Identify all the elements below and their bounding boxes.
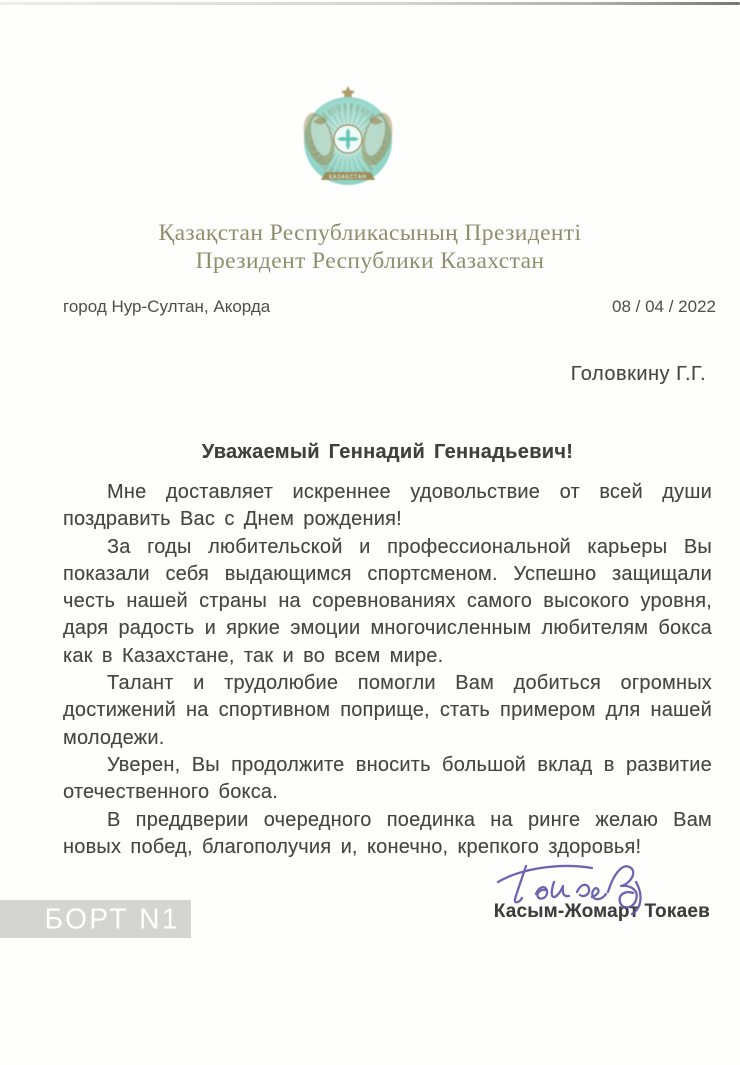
signer-name: Касым-Жомарт Токаев bbox=[493, 901, 710, 922]
addressee-line: Головкину Г.Г. bbox=[570, 363, 706, 385]
date-line: 08 / 04 / 2022 bbox=[612, 297, 716, 316]
body-paragraph: Талант и трудолюбие помогли Вам добиться огромных достижений на спортивном поприще, стать примером для нашей молодежи. bbox=[63, 672, 712, 749]
page-top-edge-line bbox=[0, 2, 740, 5]
body-paragraph: Мне доставляет искреннее удовольствие от всей души поздравить Вас с Днем рождения! bbox=[63, 481, 712, 531]
letterhead-title-kazakh: Қазақстан Республикасының Президенті bbox=[158, 220, 582, 246]
emblem-banner-text: ҚАЗАҚСТАН bbox=[329, 174, 367, 181]
body-paragraph: В преддверии очередного поединка на ринге желаю Вам новых побед, благополучия и, конечно, крепкого здоровья! bbox=[63, 808, 712, 858]
body-paragraph: Уверен, Вы продолжите вносить большой вклад в развитие отечественного бокса. bbox=[63, 753, 712, 804]
body-paragraph: За годы любительской и профессиональной карьеры Вы показали себя выдающимся спортсменом. Успешно защищали честь нашей страны на соревнованиях самого высокого уровня, даря радость и яркие эмоции многочисленным любителям бокса как в Казахстане, так и во всем мире. bbox=[63, 535, 712, 667]
letterhead-title bbox=[0, 219, 740, 275]
letter-body bbox=[63, 479, 712, 861]
watermark-badge bbox=[0, 900, 191, 938]
meta-row bbox=[63, 297, 716, 317]
kazakhstan-coat-of-arms-icon bbox=[297, 84, 399, 190]
watermark-label: БОРТ N1 bbox=[44, 902, 180, 935]
salutation-line: Уважаемый Геннадий Геннадьевич! bbox=[201, 441, 574, 463]
place-line: город Нур-Султан, Акорда bbox=[63, 297, 271, 316]
letterhead-title-russian: Президент Республики Казахстан bbox=[195, 248, 545, 274]
signature-autograph bbox=[490, 852, 660, 920]
